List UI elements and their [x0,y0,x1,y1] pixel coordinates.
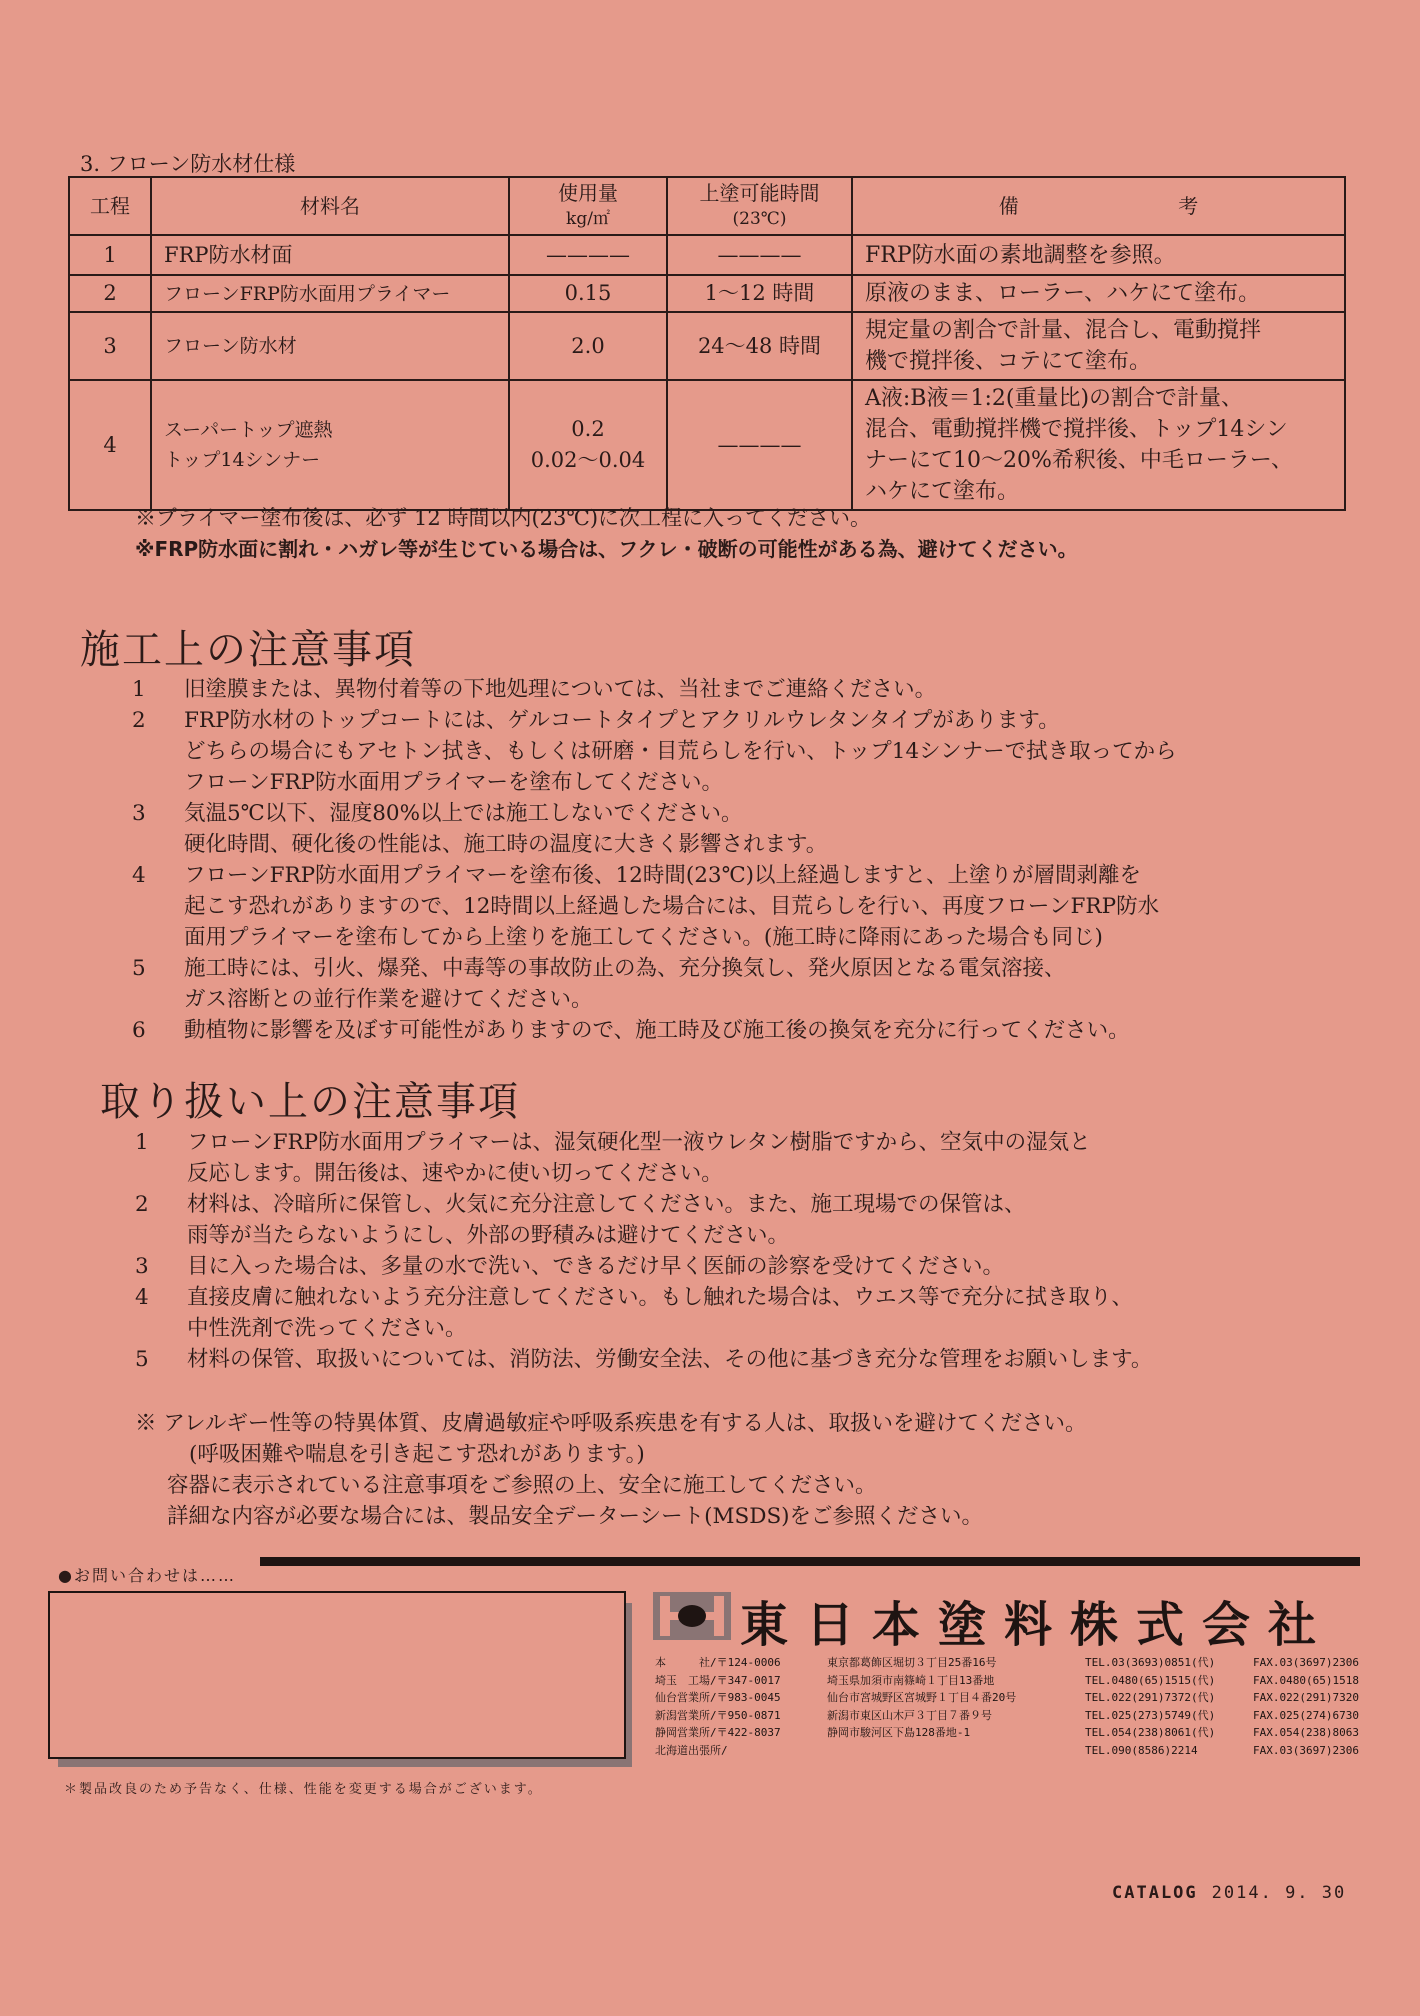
row-no: 4 [69,380,151,510]
row-recoat: ———— [667,380,852,510]
row-usage: 0.15 [509,275,667,312]
inquiry-label: ●お問い合わせは…… [58,1566,236,1585]
list-item: 6 動植物に影響を及ぼす可能性がありますので、施工時及び施工後の換気を充分に行ってください。 [132,1018,1130,1043]
row-no: 3 [69,312,151,380]
list-item: 3 気温5℃以下、湿度80%以上では施工しないでください。 硬化時間、硬化後の性能は、施工時の温度に大きく影響されます。 [132,801,828,857]
list-item: 5 施工時には、引火、爆発、中毒等の事故防止の為、充分換気し、発火原因となる電気溶接、 ガス溶断との並行作業を避けてください。 [132,956,1066,1012]
list-item: 2 FRP防水材のトップコートには、ゲルコートタイプとアクリルウレタンタイプがあります。 どちらの場合にもアセトン拭き、もしくは研磨・目荒らしを行い、トップ14シンナーで拭き取ってから フローンFRP防水面用プライマーを塗布してください。 [132,708,1177,795]
list-item: 1 旧塗膜または、異物付着等の下地処理については、当社までご連絡ください。 [132,677,937,702]
list-item: 5 材料の保管、取扱いについては、消防法、労働安全法、その他に基づき充分な管理をお願いします。 [135,1347,1153,1372]
row-note: FRP防水面の素地調整を参照。 [852,235,1345,275]
header-process: 工程 [69,177,151,235]
office-row: 新潟営業所/〒950-0871 新潟市東区山木戸３丁目７番９号 TEL.025(273)5749(代) FAX.025(274)6730 [655,1708,1359,1722]
row-material: FRP防水材面 [151,235,509,275]
office-row: 本 社/〒124-0006 東京都葛飾区堀切３丁目25番16号 TEL.03(3693)0851(代) FAX.03(3697)2306 [655,1656,1359,1669]
catalog-date: CATALOG 2014. 9. 30 [1112,1883,1347,1903]
office-row: 北海道出張所/ TEL.090(8586)2214 FAX.03(3697)2306 [655,1743,1359,1757]
row-recoat: 24～48 時間 [667,312,852,380]
row-material: フローン防水材 [151,312,509,380]
list-item: 3 目に入った場合は、多量の水で洗い、できるだけ早く医師の診察を受けてください。 [135,1254,1005,1279]
header-material: 材料名 [151,177,509,235]
office-list [655,1654,1383,1759]
allergy-caution: ※ アレルギー性等の特異体質、皮膚過敏症や呼吸系疾患を有する人は、取扱いを避けてください。 (呼吸困難や喘息を引き起こす恐れがあります。) 容器に表示されている注意事項をご参照の上、安全に施工してください。 詳細な内容が必要な場合には、製品安全データーシート(MSDS)をご参照ください。 [135,1411,1087,1529]
table-row [69,312,1345,380]
primer-remark: ※プライマー塗布後は、必ず 12 時間以内(23℃)に次工程に入ってください。 [135,506,872,530]
row-material: フローンFRP防水面用プライマー [151,275,509,312]
row-no: 2 [69,275,151,312]
table-row [69,380,1345,510]
spec-table [68,176,1346,511]
company-name: 東日本塗料株式会社 [740,1597,1335,1653]
list-item: 4 フローンFRP防水面用プライマーを塗布後、12時間(23℃)以上経過しますと、上塗りが層間剥離を 起こす恐れがありますので、12時間以上経過した場合には、目荒らしを行い、再度フローンFRP防水 面用プライマーを塗布してから上塗りを施工してください。(施工時に降雨にあった場合も同じ) [132,863,1160,950]
header-recoat: 上塗可能時間 (23℃) [667,177,852,235]
header-usage: 使用量 kg/㎡ [509,177,667,235]
row-usage: 2.0 [509,312,667,380]
spec-caption: 3. フローン防水材仕様 [80,152,296,176]
construction-title: 施工上の注意事項 [80,627,416,673]
office-row: 埼玉 工場/〒347-0017 埼玉県加須市南篠崎１丁目13番地 TEL.0480(65)1515(代) FAX.0480(65)1518 [655,1673,1359,1687]
row-recoat: ———— [667,235,852,275]
office-row: 仙台営業所/〒983-0045 仙台市宮城野区宮城野１丁目４番20号 TEL.022(291)7372(代) FAX.022(291)7320 [655,1691,1359,1704]
office-row: 静岡営業所/〒422-8037 静岡市駿河区下島128番地-1 TEL.054(238)8061(代) FAX.054(238)8063 [655,1726,1359,1739]
row-recoat: 1～12 時間 [667,275,852,312]
table-row [69,235,1345,275]
handling-title: 取り扱い上の注意事項 [100,1079,520,1125]
row-note: 規定量の割合で計量、混合し、電動撹拌 機で撹拌後、コテにて塗布。 [852,312,1345,380]
list-item: 4 直接皮膚に触れないよう充分注意してください。もし触れた場合は、ウエス等で充分に拭き取り、 中性洗剤で洗ってください。 [135,1285,1134,1341]
table-row [69,275,1345,312]
row-note: 原液のまま、ローラー、ハケにて塗布。 [852,275,1345,312]
row-usage: ———— [509,235,667,275]
spec-header-row [69,177,1345,235]
list-item: 1 フローンFRP防水面用プライマーは、湿気硬化型一液ウレタン樹脂ですから、空気中の湿気と 反応します。開缶後は、速やかに使い切ってください。 [135,1130,1091,1186]
header-usage-unit: kg/㎡ [566,209,610,229]
list-item: 2 材料は、冷暗所に保管し、火気に充分注意してください。また、施工現場での保管は、 雨等が当たらないようにし、外部の野積みは避けてください。 [135,1192,1026,1248]
disclaimer: ＊製品改良のため予告なく、仕様、性能を変更する場合がございます。 [64,1782,543,1797]
row-note: A液:B液＝1:2(重量比)の割合で計量、 混合、電動撹拌機で撹拌後、トップ14シン ナーにて10～20%希釈後、中毛ローラー、 ハケにて塗布。 [852,380,1345,510]
footer-rule [260,1557,1360,1566]
company-logo-icon [652,1591,732,1641]
row-no: 1 [69,235,151,275]
header-note: 備 考 [852,177,1345,235]
header-recoat-temp: (23℃) [732,209,787,229]
inquiry-box [48,1591,626,1759]
row-usage: 0.2 0.02～0.04 [509,380,667,510]
handling-list [135,1127,1152,1375]
construction-list [132,674,1177,1046]
crack-remark: ※FRP防水面に割れ・ハガレ等が生じている場合は、フクレ・破断の可能性がある為、避けてください。 [135,537,1078,561]
row-material: スーパートップ遮熱 トップ14シンナー [151,380,509,510]
